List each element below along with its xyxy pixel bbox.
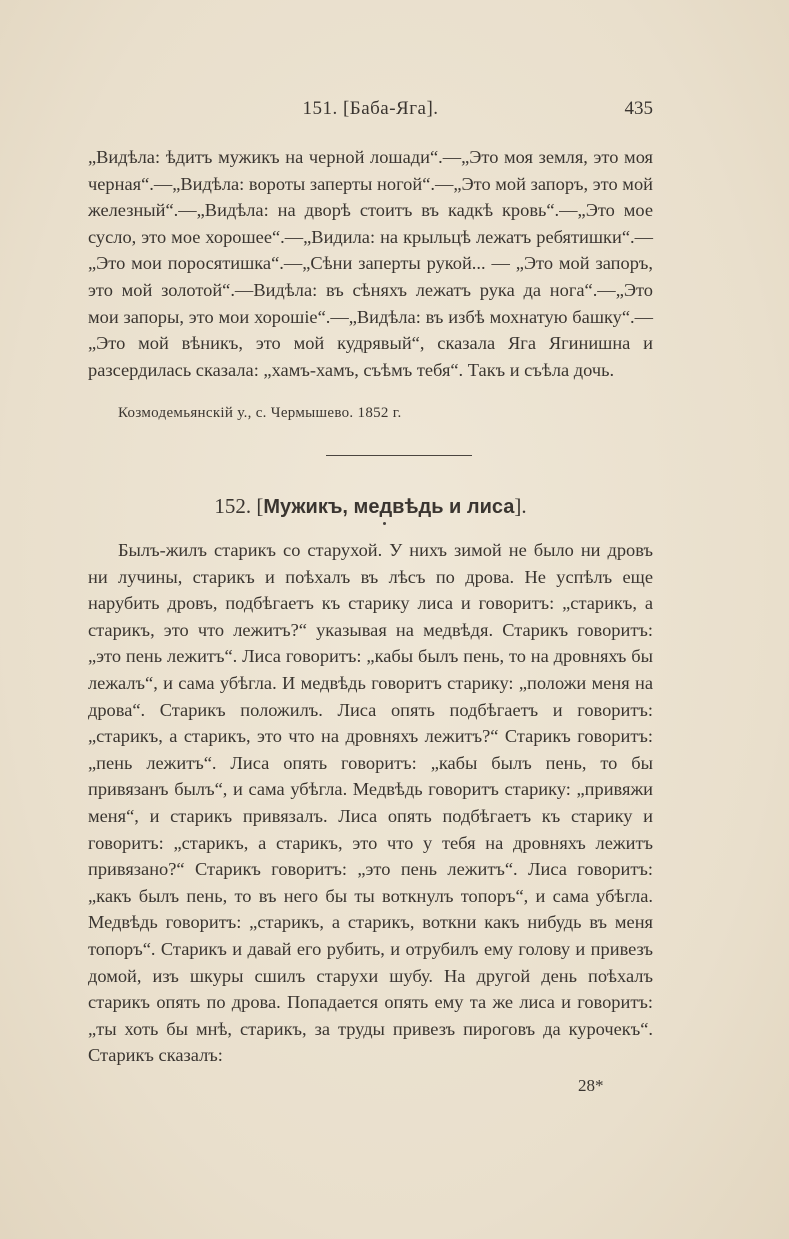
story-152-heading — [88, 494, 653, 519]
printer-signature-mark: 28* — [578, 1076, 604, 1095]
story-152-number: 152. — [214, 494, 252, 518]
section-divider — [326, 455, 472, 456]
heading-bracket-open: [ — [256, 494, 264, 518]
story-152-text — [88, 537, 653, 1069]
running-header — [88, 98, 653, 122]
story-151-paragraph: „Видѣла: ѣдитъ мужикъ на черной лошади“.—„Это моя земля, это моя черная“.—„Видѣла: вороты заперты ногой“.—„Это мой запоръ, это мой железный“.—„Видѣла: на дворѣ стоитъ въ кадкѣ кровь“.—„Это мое сусло, это мое хорошее“.—„Видила: на крыльцѣ лежатъ ребятишки“.—„Это мои поросятишка“.—„Сѣни заперты рукой... — „Это мой запоръ, это мой золотой“.—Видѣла: въ сѣняхъ лежатъ рука да нога“.—„Это мои запоры, это мои хорошіе“.—„Видѣла: въ избѣ мохнатую башку“.—„Это мой вѣникъ, это мой кудрявый“, сказала Яга Ягинишна и разсердилась сказала: „хамъ-хамъ, съѣмъ тебя“. Такъ и съѣла дочь. — [88, 147, 653, 380]
heading-bracket-close: ]. — [514, 494, 527, 518]
story-152-paragraph: Былъ-жилъ старикъ со старухой. У нихъ зимой не было ни дровъ ни лучины, старикъ и поѣхалъ въ лѣсъ по дрова. Не успѣлъ еще нарубить дровъ, подбѣгаетъ къ старику лиса и говоритъ: „старикъ, а старикъ, это что лежитъ?“ указывая на медвѣдя. Старикъ говоритъ: „это пень лежитъ“. Лиса говоритъ: „кабы былъ пень, то на дровняхъ бы лежалъ“, и сама убѣгла. И медвѣдь говоритъ старику: „положи меня на дрова“. Старикъ положилъ. Лиса опять подбѣгаетъ и говоритъ: „старикъ, а старикъ, это что на дровняхъ лежитъ?“ Старикъ говоритъ: „пень лежитъ“. Лиса опять говоритъ: „кабы былъ пень, то бы привязанъ былъ“, и сама убѣгла. Медвѣдь говоритъ старику: „привяжи меня“, и старикъ привязалъ. Лиса опять подбѣгаетъ къ старику и говоритъ: „старикъ, а старикъ, это что у тебя на дровняхъ лежитъ привязано?“ Старикъ говоритъ: „это пень лежитъ“. Лиса говоритъ: „какъ былъ пень, то въ него бы ты воткнулъ топоръ“, и сама убѣгла. Медвѣдь говоритъ: „старикъ, а старикъ, воткни какъ нибудь въ меня топоръ“. Старикъ и давай его рубить, и отрубилъ ему голову и привезъ домой, изъ шкуры сшилъ старухи шубу. На другой день поѣхалъ старикъ опять по дрова. Попадается опять ему та же лиса и говоритъ: „ты хоть бы мнѣ, старикъ, за труды привезъ пироговъ да курочекъ“. Старикъ сказалъ: — [88, 540, 653, 1066]
ornament-dot — [383, 522, 386, 525]
story-152-title: Мужикъ, медвѣдь и лиса — [263, 496, 515, 518]
header-title: 151. [Баба-Яга]. — [302, 98, 439, 119]
page-number: 435 — [624, 98, 653, 119]
story-151-attribution: Козмодемьянскій у., с. Чермышево. 1852 г. — [118, 405, 402, 421]
story-151-text — [88, 144, 653, 383]
